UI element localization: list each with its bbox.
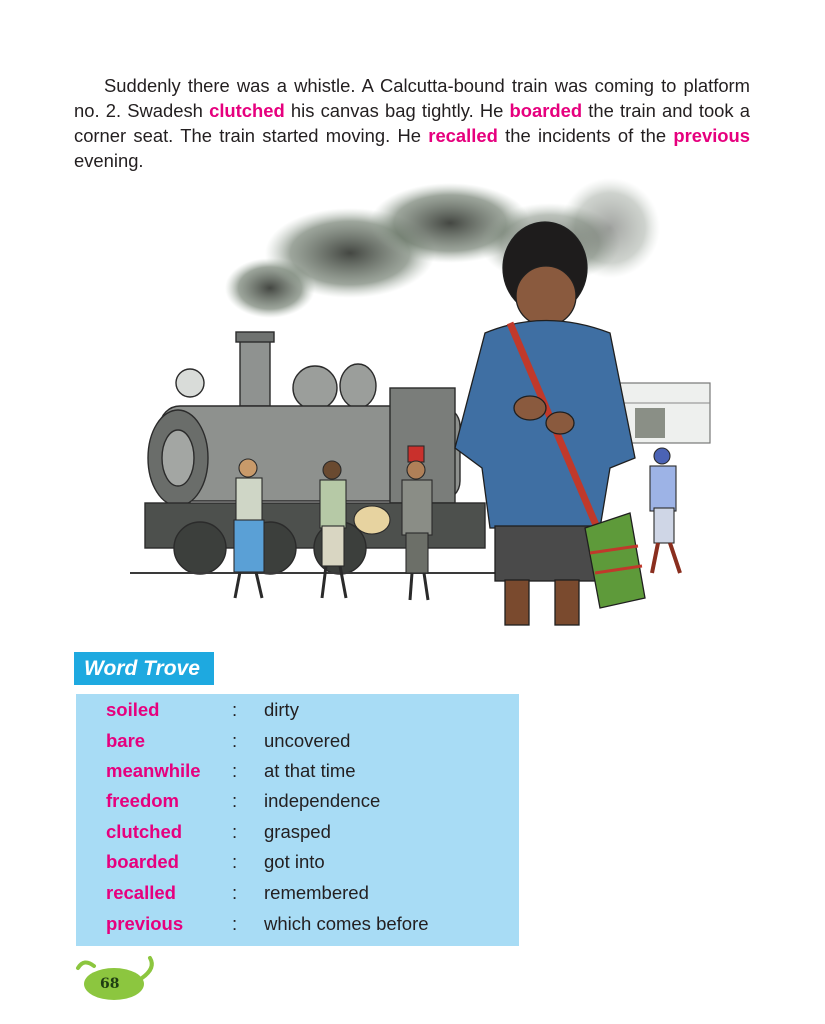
trove-meaning: got into [264,851,325,872]
trove-word: boarded [106,851,179,872]
steam-locomotive [130,332,510,574]
word-trove-box [76,694,519,946]
trove-word: bare [106,730,146,751]
boy-swadesh [455,222,645,625]
trove-separator: : [232,730,238,751]
paragraph-text: Suddenly there was a whistle. A Calcutta-bound train was coming to platform no. 2. Swadesh [74,75,750,121]
word-trove-row [76,847,519,877]
highlighted-word: boarded [509,100,583,121]
trove-meaning: at that time [264,760,356,781]
word-trove-row [76,695,519,725]
word-trove-row [76,726,519,756]
highlighted-word: previous [673,125,750,146]
word-trove-title: Word Trove [74,652,214,685]
trove-separator: : [232,790,238,811]
trove-word: recalled [106,882,176,903]
trove-word: previous [106,913,184,934]
paragraph-text: the train and took a corner seat. The train started moving. He [74,100,751,146]
smoke-cloud [225,178,660,318]
trove-separator: : [232,882,238,903]
trove-word: soiled [106,699,160,720]
trove-word: clutched [106,821,183,842]
trove-separator: : [232,851,238,872]
word-trove-row [76,878,519,908]
word-trove-row [76,817,519,847]
word-trove-row [76,786,519,816]
trove-separator: : [232,821,238,842]
paragraph-text: the incidents of the [497,125,674,146]
trove-meaning: independence [264,790,381,811]
story-paragraph [74,73,750,173]
trove-word: meanwhile [106,760,201,781]
page-number-leaf [70,954,160,1002]
trove-meaning: dirty [264,699,299,720]
page-number: 68 [100,976,120,992]
trove-separator: : [232,760,238,781]
trove-separator: : [232,913,238,934]
train-station-illustration [90,168,730,638]
trove-meaning: remembered [264,882,369,903]
paragraph-text: his canvas bag tightly. He [284,100,510,121]
trove-separator: : [232,699,238,720]
highlighted-word: clutched [209,100,285,121]
highlighted-word: recalled [428,125,498,146]
trove-meaning: uncovered [264,730,351,751]
word-trove-row [76,909,519,939]
trove-meaning: which comes before [264,913,429,934]
word-trove-row [76,756,519,786]
trove-word: freedom [106,790,179,811]
trove-meaning: grasped [264,821,331,842]
paragraph-text: evening. [74,150,144,171]
